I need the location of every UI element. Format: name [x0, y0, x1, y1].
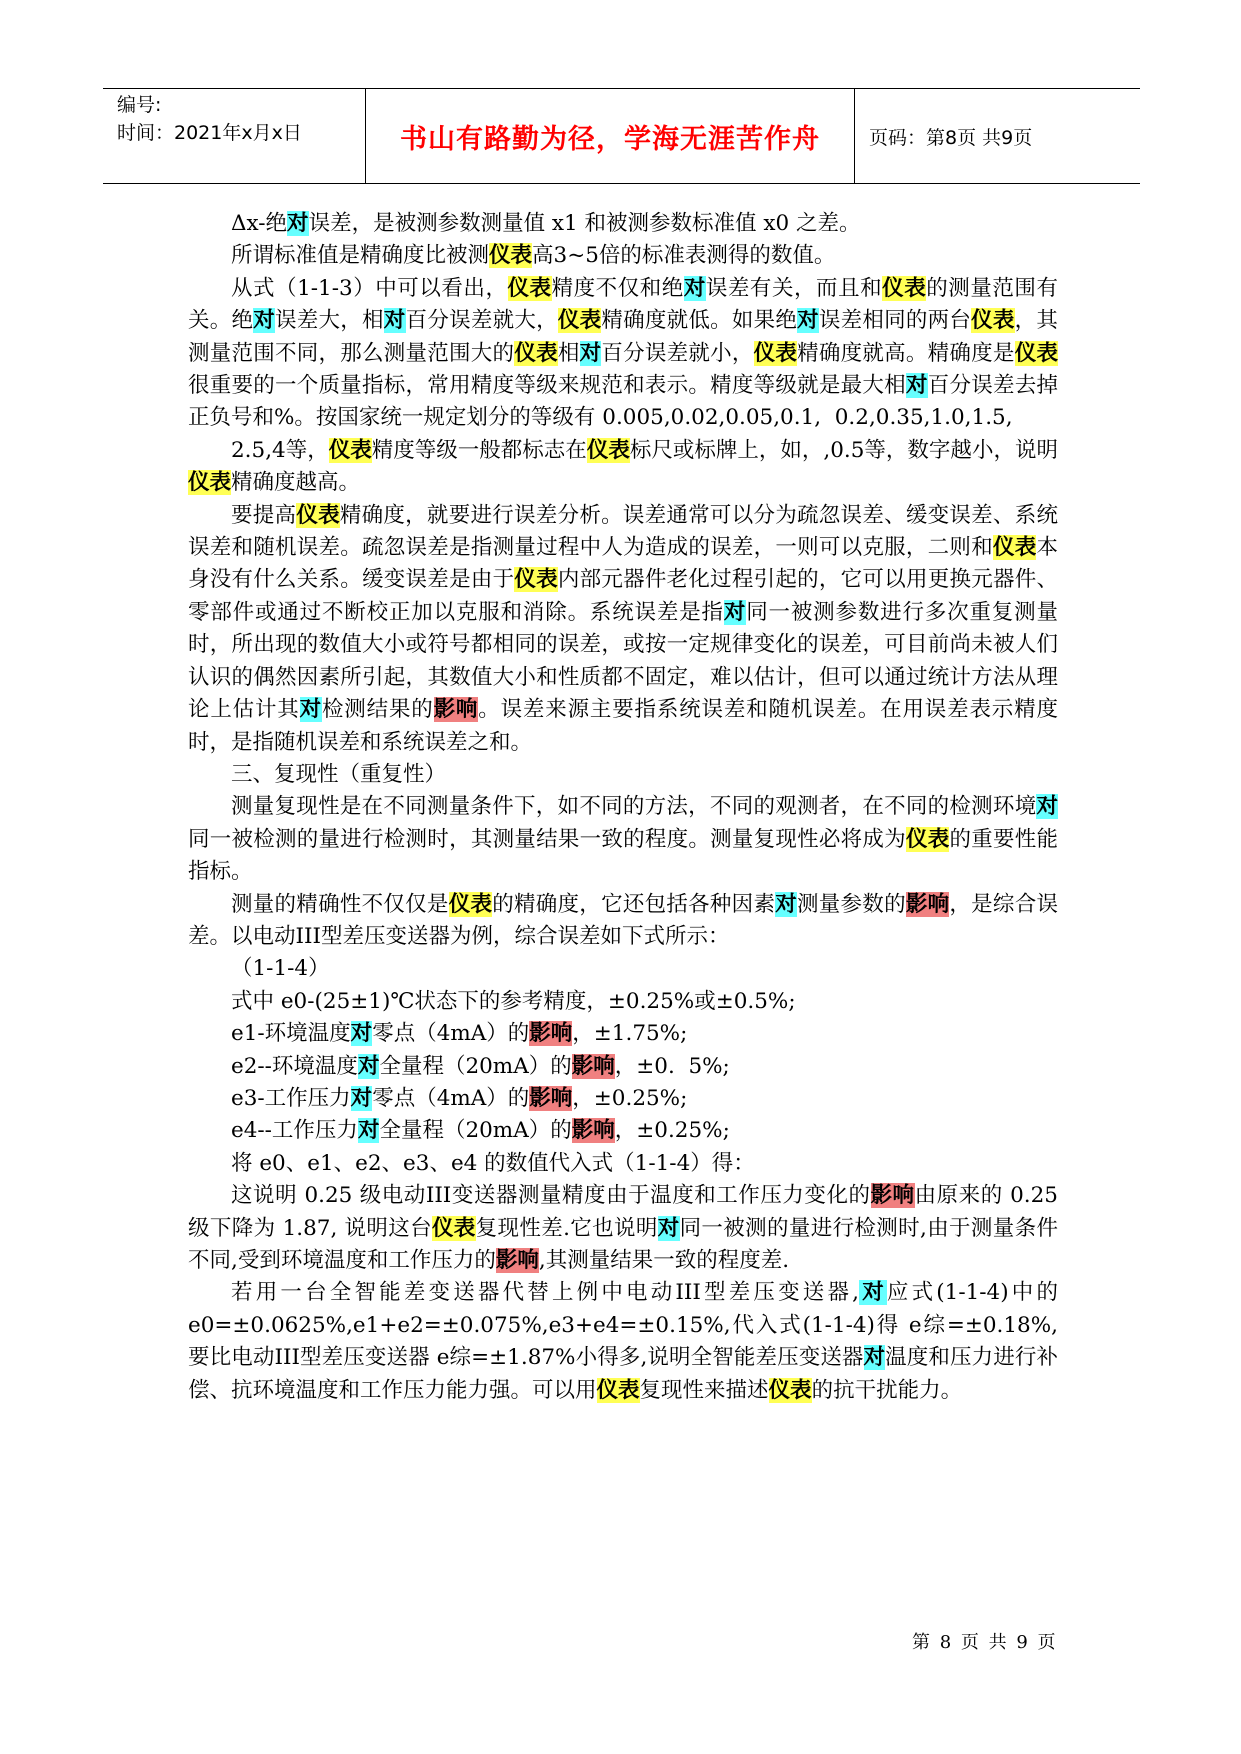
highlighted-term: 影响 — [529, 1021, 573, 1047]
text-run: 。误差来源主要指系统误差和随机误差。在用误差表示精度时，是指随机误差和系统误差之和。 — [188, 697, 1058, 755]
document-time-label: 时间：2021年x月x日 — [117, 122, 302, 144]
paragraph — [188, 240, 1058, 272]
highlighted-term: 仪表 — [768, 1377, 812, 1403]
text-run: 误差相同的两台 — [818, 308, 972, 334]
text-run: 将 e0、e1、e2、e3、e4 的数值代入式（1-1-4）得： — [231, 1150, 755, 1176]
text-run: 百分误差就小， — [601, 340, 754, 366]
paragraph — [188, 435, 1058, 500]
text-run: 标尺或标牌上，如，,0.5等，数字越小，说明 — [629, 437, 1058, 463]
highlighted-term: 影响 — [433, 697, 479, 723]
text-run: 同一被测参数进行多次重复测量时，所出现的数值大小或符号都相同的误差，或按一定规律变化的误差，可目前尚未被人们认识的偶然因素所引起，其数值大小和性质都不固定，难以估计，但可以通过统计方法从理论上估计其 — [188, 599, 1058, 723]
highlighted-term: 仪表 — [971, 308, 1015, 334]
text-run: ，其测量范围不同，那么测量范围大的 — [188, 308, 1058, 366]
paragraph — [188, 889, 1058, 954]
text-run: 零点（4mA）的 — [372, 1085, 530, 1111]
text-run: ，±0. 5%; — [614, 1053, 730, 1079]
highlighted-term: 对 — [1036, 794, 1058, 820]
highlighted-term: 仪表 — [431, 1215, 476, 1241]
document-number-label: 编号: — [117, 94, 162, 116]
text-run: 同一被检测的量进行检测时，其测量结果一致的程度。测量复现性必将成为 — [188, 826, 906, 852]
highlighted-term: 对 — [350, 1021, 373, 1047]
paragraph — [188, 1018, 1058, 1050]
paragraph — [188, 1051, 1058, 1083]
text-run: e2--环境温度 — [231, 1053, 358, 1079]
text-run: 全量程（20mA）的 — [379, 1118, 572, 1144]
page-header — [103, 88, 1140, 184]
text-run: 误差，是被测参数测量值 x1 和被测参数标准值 x0 之差。 — [308, 211, 861, 236]
page-footer: 第 8 页 共 9 页 — [912, 1632, 1058, 1653]
highlighted-term: 对 — [683, 275, 706, 301]
highlighted-term: 影响 — [571, 1053, 615, 1079]
highlighted-term: 对 — [657, 1215, 680, 1241]
paragraph — [188, 500, 1058, 759]
text-run: 所谓标准值是精确度比被测 — [231, 243, 490, 269]
highlighted-term: 仪表 — [905, 826, 950, 852]
text-run: 要提高 — [231, 502, 297, 528]
text-run: 从式（1-1-3）中可以看出， — [231, 275, 508, 301]
text-run: 2.5,4等， — [231, 437, 329, 463]
text-run: 同一被测的量进行检测时,由于测量条件不同,受到环境温度和工作压力的 — [188, 1215, 1058, 1273]
text-run: ，是综合误差。以电动III型差压变送器为例，综合误差如下式所示： — [188, 891, 1058, 949]
paragraph — [188, 208, 1058, 240]
text-run: 百分误差去掉正负号和%。按国家统一规定划分的等级有 0.005,0.02,0.05,0.1, 0.2,0.35,1.0,1.5, — [188, 373, 1058, 431]
header-page-label: 页码：第8页 共9页 — [869, 126, 1033, 149]
text-run: ，±0.25%; — [614, 1118, 730, 1144]
highlighted-term: 仪表 — [514, 567, 558, 593]
text-run: 全量程（20mA）的 — [379, 1053, 572, 1079]
text-run: 精度不仅和绝 — [551, 275, 684, 301]
text-run: e3-工作压力 — [231, 1085, 351, 1111]
highlighted-term: 影响 — [905, 891, 950, 917]
highlighted-term: 仪表 — [1014, 340, 1058, 366]
text-run: 高3~5倍的标准表测得的数值。 — [532, 243, 836, 269]
document-body — [188, 208, 1065, 1407]
text-run: 内部元器件老化过程引起的，它可以用更换元器件、零部件或通过不断校正加以克服和消除。系统误差是指 — [188, 567, 1058, 625]
paragraph — [188, 791, 1058, 888]
highlighted-term: 对 — [357, 1118, 380, 1144]
highlighted-term: 仪表 — [882, 275, 927, 301]
text-run: 复现性差.它也说明 — [475, 1215, 658, 1241]
highlighted-term: 仪表 — [753, 340, 798, 366]
header-left-cell — [103, 89, 365, 183]
text-run: 误差大，相 — [275, 308, 384, 334]
highlighted-term: 仪表 — [507, 275, 552, 301]
text-run: Δx-绝 — [231, 211, 288, 236]
text-run: 测量的精确性不仅仅是 — [231, 891, 449, 917]
text-run: 很重要的一个质量指标，常用精度等级来规范和表示。精度等级就是最大相 — [188, 373, 906, 399]
highlighted-term: 仪表 — [514, 340, 558, 366]
highlighted-term: 仪表 — [328, 437, 372, 463]
highlighted-term: 对 — [863, 1345, 886, 1371]
text-run: 三、复现性（重复性） — [231, 761, 447, 787]
highlighted-term: 对 — [287, 211, 309, 236]
paragraph — [188, 273, 1058, 435]
text-run: 百分误差就大， — [405, 308, 558, 334]
text-run: 若用一台全智能差变送器代替上例中电动III型差压变送器, — [231, 1280, 860, 1306]
text-run: 由原来的 0.25 级下降为 1.87, 说明这台 — [188, 1183, 1065, 1241]
text-run: 测量参数的 — [797, 891, 906, 917]
highlighted-term: 对 — [905, 373, 928, 399]
text-run: 的抗干扰能力。 — [811, 1377, 963, 1403]
highlighted-term: 对 — [579, 340, 602, 366]
text-run: 测量复现性是在不同测量条件下，如不同的方法，不同的观测者，在不同的检测环境 — [231, 794, 1037, 820]
text-run: 的精确度，它还包括各种因素 — [492, 891, 776, 917]
highlighted-term: 对 — [775, 891, 797, 917]
highlighted-term: 影响 — [529, 1085, 573, 1111]
highlighted-term: 仪表 — [296, 502, 340, 528]
highlighted-term: 仪表 — [557, 308, 602, 334]
paragraph — [188, 986, 1058, 1018]
paragraph — [188, 1115, 1058, 1147]
text-run: 温度和压力进行补偿、抗环境温度和工作压力能力强。可以用 — [188, 1345, 1058, 1403]
text-run: e4--工作压力 — [231, 1118, 358, 1144]
text-run: 精确度就低。如果绝 — [601, 308, 798, 334]
text-run: 的重要性能指标。 — [188, 826, 1058, 885]
text-run: ，±0.25%; — [572, 1085, 688, 1111]
text-run: 精确度，就要进行误差分析。误差通常可以分为疏忽误差、缓变误差、系统误差和随机误差。疏忽误差是指测量过程中人为造成的误差，一则可以克服，二则和 — [188, 502, 1058, 561]
highlighted-term: 仪表 — [992, 535, 1037, 561]
paragraph — [188, 953, 1058, 985]
highlighted-term: 对 — [859, 1280, 887, 1306]
highlighted-term: 对 — [350, 1085, 373, 1111]
highlighted-term: 影响 — [571, 1118, 615, 1144]
highlighted-term: 仪表 — [448, 891, 493, 917]
paragraph — [188, 1277, 1065, 1407]
text-run: ，±1.75%; — [572, 1021, 688, 1047]
header-motto: 书山有路勤为径，学海无涯苦作舟 — [365, 89, 855, 183]
text-run: 复现性来描述 — [639, 1377, 769, 1403]
highlighted-term: 仪表 — [586, 437, 630, 463]
paragraph — [188, 1180, 1065, 1277]
text-run: 精确度就高。精确度是 — [797, 340, 1015, 366]
highlighted-term: 仪表 — [188, 470, 232, 496]
paragraph — [188, 1148, 1058, 1180]
text-run: 式中 e0-(25±1)℃状态下的参考精度，±0.25%或±0.5%; — [231, 988, 796, 1014]
text-run: （1-1-4） — [231, 956, 330, 982]
paragraph — [188, 759, 1058, 791]
text-run: 检测结果的 — [321, 697, 434, 723]
text-run: 本身没有什么关系。缓变误差是由于 — [188, 535, 1058, 593]
text-run: 精度等级一般都标志在 — [371, 437, 587, 463]
text-run: 精确度越高。 — [231, 470, 361, 496]
highlighted-term: 对 — [299, 697, 322, 723]
text-run: 误差有关，而且和 — [705, 275, 883, 301]
text-run: ,其测量结果一致的程度差. — [538, 1248, 790, 1273]
text-run: 的测量范围有关。绝 — [188, 275, 1058, 334]
text-run: e1-环境温度 — [231, 1021, 351, 1047]
highlighted-term: 仪表 — [489, 243, 533, 269]
highlighted-term: 对 — [723, 599, 747, 625]
highlighted-term: 对 — [253, 308, 276, 334]
text-run: 这说明 0.25 级电动III变送器测量精度由于温度和工作压力变化的 — [231, 1183, 871, 1209]
highlighted-term: 仪表 — [596, 1377, 640, 1403]
highlighted-term: 影响 — [870, 1183, 915, 1209]
highlighted-term: 影响 — [495, 1248, 539, 1273]
highlighted-term: 对 — [797, 308, 819, 334]
highlighted-term: 对 — [383, 308, 406, 334]
text-run: 相 — [557, 340, 580, 366]
text-run: 应式(1-1-4)中的 e0=±0.0625%,e1+e2=±0.075%,e3+e4=±0.15%,代入式(1-1-4)得 e综=±0.18%,要比电动III型差压变送器 e综=±1.87%小得多,说明全智能差压变送器 — [188, 1280, 1065, 1371]
highlighted-term: 对 — [357, 1053, 380, 1079]
text-run: 零点（4mA）的 — [372, 1021, 530, 1047]
paragraph — [188, 1083, 1058, 1115]
